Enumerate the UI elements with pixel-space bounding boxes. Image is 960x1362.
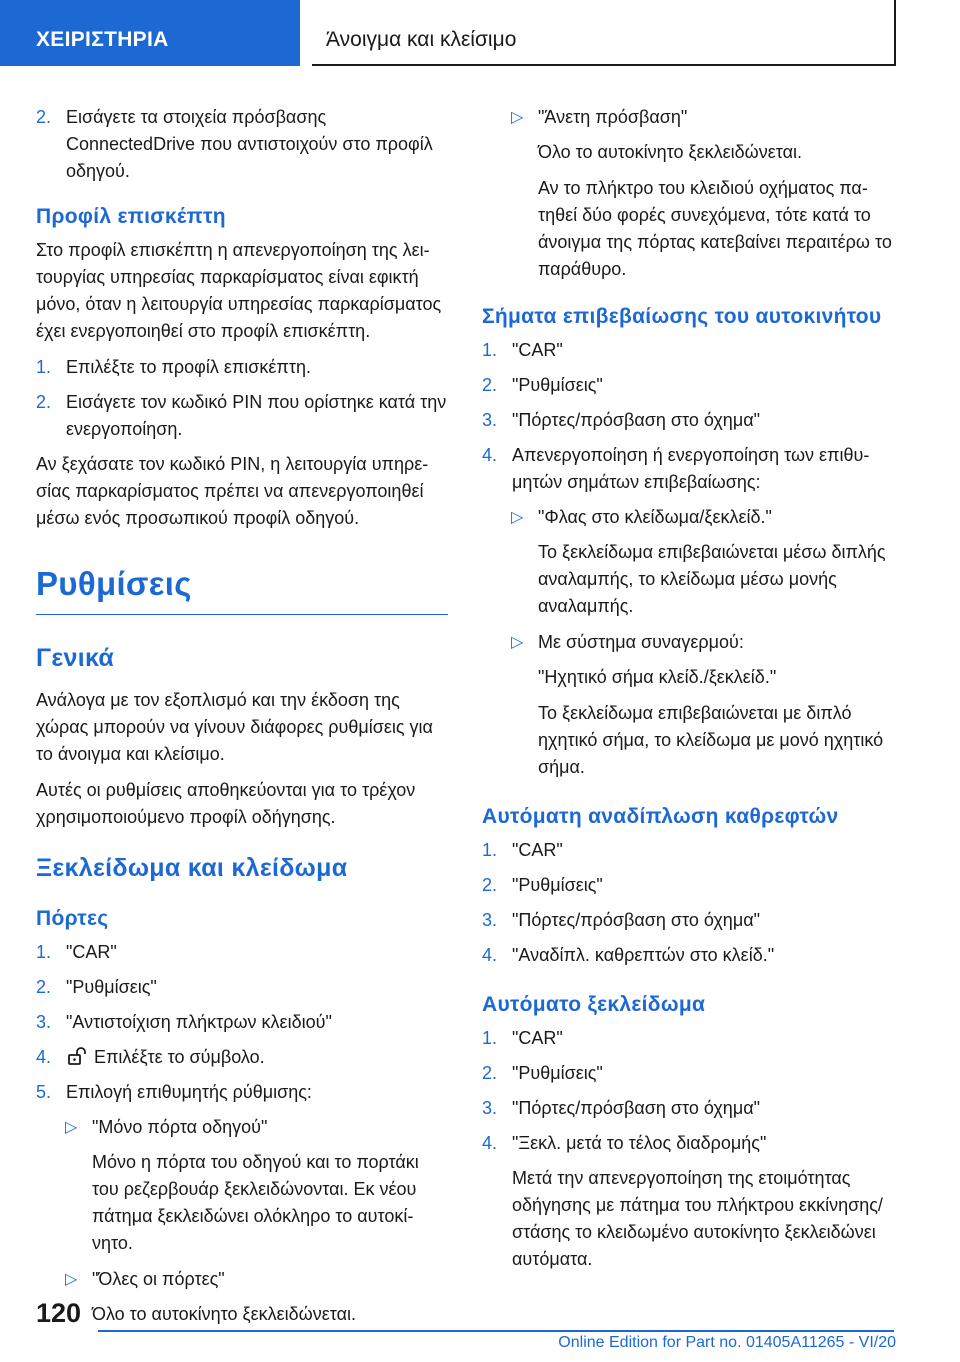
heading-doors: Πόρτες <box>36 907 109 930</box>
heading-mirror-folding: Αυτόματη αναδίπλωση καθρεφτών <box>482 805 839 828</box>
paragraph: Στο προφίλ επισκέπτη η απενεργοποίηση της λειτουργίας υπηρεσίας παρκαρίσματος είναι εφικτή μόνο, όταν η λειτουργία υπηρεσίας παρκαρίσματος έχει ενεργοποιηθεί στο προφίλ επισκέπτη. <box>36 240 442 341</box>
step-number: 2. <box>36 107 52 127</box>
triangle-bullet-icon: ▷ <box>511 634 524 651</box>
step-text: "Ρυθμίσεις" <box>66 977 157 997</box>
step-number: 4. <box>36 1047 52 1067</box>
step-text: "Ρυθμίσεις" <box>512 1063 603 1083</box>
triangle-bullet-icon: ▷ <box>511 109 524 126</box>
step-text: "Ρυθμίσεις" <box>512 375 603 395</box>
step-number: 1. <box>36 942 52 962</box>
option-label: "Άνετη πρόσβαση" <box>538 107 688 127</box>
step-number: 1. <box>482 1028 498 1048</box>
step-text: "Πόρτες/πρόσβαση στο όχημα" <box>512 1098 760 1118</box>
option-item <box>36 1114 448 1141</box>
list-item <box>482 872 900 899</box>
list-item <box>482 837 900 864</box>
option-label: Με σύστημα συναγερμού: <box>538 632 744 652</box>
heading-unlock-lock: Ξεκλείδωμα και κλείδωμα <box>36 854 348 882</box>
paragraph: Αυτές οι ρυθμίσεις αποθηκεύονται για το τρέχον χρησιμοποιούμενο προφίλ οδήγησης. <box>36 780 416 827</box>
option-label: "Όλες οι πόρτες" <box>92 1269 225 1289</box>
list-item <box>36 939 448 966</box>
triangle-bullet-icon: ▷ <box>65 1119 78 1136</box>
list-item <box>482 1060 900 1087</box>
triangle-bullet-icon: ▷ <box>511 509 524 526</box>
step-number: 3. <box>482 1098 498 1118</box>
list-item <box>36 104 448 185</box>
step-number: 2. <box>36 392 52 412</box>
footer-edition: Online Edition for Part no. 01405A11265 - VI/20 <box>558 1334 896 1351</box>
step-text: Επιλέξτε το προφίλ επισκέπτη. <box>66 357 311 377</box>
step-number: 2. <box>482 875 498 895</box>
list-item <box>482 907 900 934</box>
page-number: 120 <box>36 1298 82 1328</box>
step-number: 4. <box>482 945 498 965</box>
step-text: "Ξεκλ. μετά το τέλος διαδρομής" <box>512 1133 767 1153</box>
list-item <box>36 354 448 381</box>
heading-guest-profile: Προφίλ επισκέπτη <box>36 205 226 228</box>
step-text: "Πόρτες/πρόσβαση στο όχημα" <box>512 910 760 930</box>
option-label: "Φλας στο κλείδωμα/ξεκλείδ." <box>538 507 772 527</box>
list-item <box>36 1079 448 1106</box>
chapter-title: Άνοιγμα και κλείσιμο <box>312 0 896 66</box>
step-number: 5. <box>36 1082 52 1102</box>
step-text: "CAR" <box>512 840 563 860</box>
step-number: 2. <box>482 375 498 395</box>
option-item <box>482 104 900 131</box>
step-number: 1. <box>482 840 498 860</box>
heading-general: Γενικά <box>36 644 115 672</box>
heading-settings: Ρυθμίσεις <box>36 564 448 615</box>
option-label: "Μόνο πόρτα οδηγού" <box>92 1117 268 1137</box>
heading-auto-unlock: Αυτόματο ξεκλείδωμα <box>482 993 706 1016</box>
step-text: "CAR" <box>66 942 117 962</box>
footer-divider <box>98 1330 894 1332</box>
option-text: Όλο το αυτοκίνητο ξεκλειδώνεται. <box>92 1304 357 1324</box>
list-item <box>482 1025 900 1052</box>
step-text: Επιλογή επιθυμητής ρύθμισης: <box>66 1082 312 1102</box>
list-item <box>36 1009 448 1036</box>
option-item <box>482 629 900 656</box>
option-text: Το ξεκλείδωμα επιβεβαιώνεται με διπλό ηχητικό σήμα, το κλείδωμα με μονό ηχητικό σήμα. <box>538 703 884 777</box>
list-item <box>36 1044 448 1071</box>
step-text: "CAR" <box>512 1028 563 1048</box>
list-item <box>36 389 448 443</box>
step-text: Επιλέξτε το σύμβολο. <box>94 1047 265 1067</box>
section-tab: ΧΕΙΡΙΣΤΗΡΙΑ <box>0 0 300 66</box>
option-text: Μόνο η πόρτα του οδηγού και το πορτάκι του ρεζερβουάρ ξεκλειδώνονται. Εκ νέου πάτημα ξεκλειδώνει ολόκληρο το αυτοκίνητο. <box>92 1152 419 1253</box>
list-item <box>482 442 900 496</box>
list-item <box>36 974 448 1001</box>
option-text: Το ξεκλείδωμα επιβεβαιώνεται μέσω διπλής αναλαμπής, το κλείδωμα μέσω μονής αναλαμπής. <box>538 542 886 616</box>
step-text: "CAR" <box>512 340 563 360</box>
page-header <box>0 0 960 66</box>
list-item <box>482 337 900 364</box>
step-text: Απενεργοποίηση ή ενεργοποίηση των επιθυμητών σημάτων επιβεβαίωσης: <box>512 445 870 492</box>
step-text: "Ρυθμίσεις" <box>512 875 603 895</box>
list-item <box>482 942 900 969</box>
paragraph: Μετά την απενεργοποίηση της ετοιμότητας οδήγησης με πάτημα του πλήκτρου εκκίνησης/στάσης το κλειδωμένο αυτοκίνητο ξεκλειδώνει αυτόματα. <box>512 1168 883 1269</box>
right-column <box>482 104 900 1282</box>
unlock-icon <box>66 1047 88 1065</box>
option-item <box>36 1266 448 1293</box>
option-text: Όλο το αυτοκίνητο ξεκλειδώνεται. <box>538 142 803 162</box>
option-text: Αν το πλήκτρο του κλειδιού οχήματος πατηθεί δύο φορές συνεχόμενα, τότε κατά το άνοιγμα της πόρτας κατεβαίνει περαιτέρω το παράθυρο. <box>538 178 892 279</box>
option-text: "Ηχητικό σήμα κλείδ./ξεκλείδ." <box>538 667 777 687</box>
step-number: 3. <box>482 910 498 930</box>
option-item <box>482 504 900 531</box>
step-number: 4. <box>482 1133 498 1153</box>
step-number: 2. <box>36 977 52 997</box>
heading-confirmation-signals: Σήματα επιβεβαίωσης του αυτοκινήτου <box>482 305 882 328</box>
step-number: 2. <box>482 1063 498 1083</box>
list-item <box>482 407 900 434</box>
step-number: 3. <box>36 1012 52 1032</box>
paragraph: Ανάλογα με τον εξοπλισμό και την έκδοση της χώρας μπορούν να γίνουν διάφορες ρυθμίσεις για το άνοιγμα και κλείσιμο. <box>36 690 433 764</box>
step-number: 3. <box>482 410 498 430</box>
step-text: "Αναδίπλ. καθρεπτών στο κλείδ." <box>512 945 775 965</box>
step-text: Εισάγετε τον κωδικό PIN που ορίστηκε κατά την ενεργοποίηση. <box>66 392 447 439</box>
step-number: 1. <box>482 340 498 360</box>
triangle-bullet-icon: ▷ <box>65 1271 78 1288</box>
paragraph: Αν ξεχάσατε τον κωδικό PIN, η λειτουργία υπηρεσίας παρκαρίσματος πρέπει να απενεργοποιηθεί μέσω ενός προσωπικού προφίλ οδηγού. <box>36 454 429 528</box>
step-text: "Αντιστοίχιση πλήκτρων κλειδιού" <box>66 1012 332 1032</box>
left-column <box>36 104 448 1337</box>
step-text: Εισάγετε τα στοιχεία πρόσβασης ConnectedDrive που αντιστοιχούν στο προφίλ οδηγού. <box>66 107 433 181</box>
step-text: "Πόρτες/πρόσβαση στο όχημα" <box>512 410 760 430</box>
list-item <box>482 372 900 399</box>
list-item <box>482 1095 900 1122</box>
step-number: 4. <box>482 445 498 465</box>
list-item <box>482 1130 900 1157</box>
step-number: 1. <box>36 357 52 377</box>
